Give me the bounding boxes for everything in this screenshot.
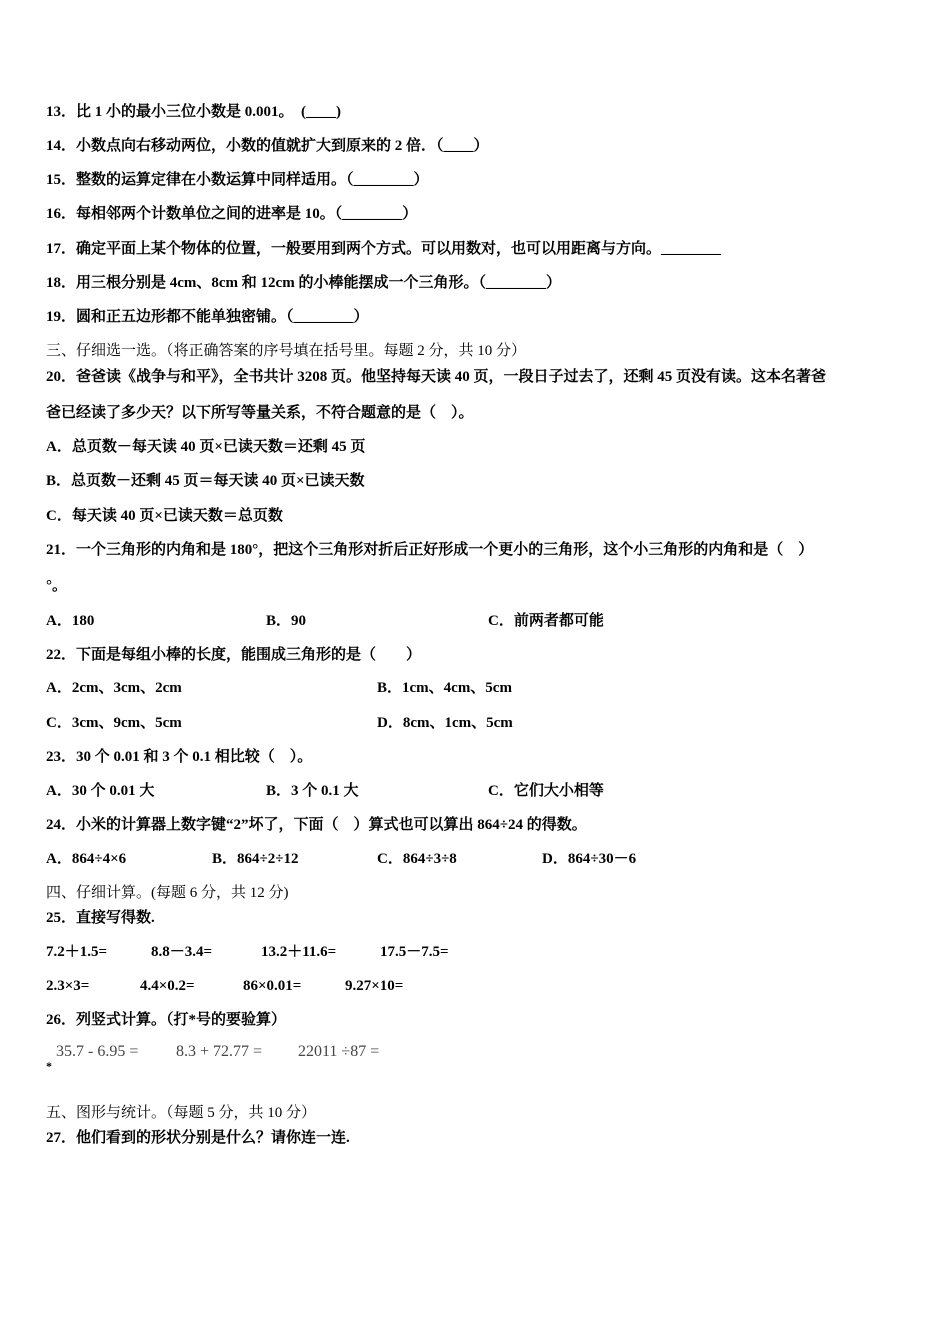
- question-24-option-a: A．864÷4×6: [46, 851, 127, 867]
- question-24-option-d: D．864÷30－6: [542, 851, 637, 867]
- question-16: 16．每相邻两个计数单位之间的进率是 10。（________）: [46, 206, 418, 222]
- question-24-option-c: C．864÷3÷8: [377, 851, 457, 867]
- question-20-option-b: B．总页数－还剩 45 页＝每天读 40 页×已读天数: [46, 473, 365, 489]
- calc-item: 8.8－3.4=: [151, 944, 213, 960]
- question-22-option-d: D．8cm、1cm、5cm: [377, 715, 513, 731]
- question-23-option-a: A．30 个 0.01 大: [46, 783, 155, 799]
- section-4-title: 四、仔细计算。(每题 6 分，共 12 分): [46, 885, 289, 901]
- question-25-line1: 25．直接写得数.: [46, 910, 155, 926]
- calc-item: 9.27×10=: [345, 978, 404, 994]
- question-26-line1: 26．列竖式计算。（打*号的要验算）: [46, 1012, 287, 1028]
- verify-star: *: [46, 1059, 52, 1073]
- question-23-line1: 23．30 个 0.01 和 3 个 0.1 相比较（ ）。: [46, 749, 313, 765]
- question-24-line1: 24．小米的计算器上数字键“2”坏了，下面（ ）算式也可以算出 864÷24 的得数。: [46, 817, 587, 833]
- section-3-title: 三、仔细选一选。（将正确答案的序号填在括号里。每题 2 分，共 10 分）: [46, 343, 527, 359]
- question-22-option-a: A．2cm、3cm、2cm: [46, 680, 182, 696]
- question-23-option-b: B．3 个 0.1 大: [266, 783, 359, 799]
- calc-item: 7.2＋1.5=: [46, 944, 108, 960]
- question-17: 17．确定平面上某个物体的位置，一般要用到两个方式。可以用数对，也可以用距离与方向。________: [46, 241, 722, 257]
- question-21-line1: 21．一个三角形的内角和是 180°，把这个三角形对折后正好形成一个更小的三角形，这个小三角形的内角和是（ ）: [46, 542, 814, 558]
- question-20-line1: 20．爸爸读《战争与和平》，全书共计 3208 页。他坚持每天读 40 页，一段日子过去了，还剩 45 页没有读。这本名著爸: [46, 369, 827, 385]
- question-20-option-a: A．总页数－每天读 40 页×已读天数＝还剩 45 页: [46, 439, 366, 455]
- question-14: 14．小数点向右移动两位，小数的值就扩大到原来的 2 倍．（____）: [46, 138, 489, 154]
- question-21-option-c: C．前两者都可能: [488, 613, 604, 629]
- question-22-option-b: B．1cm、4cm、5cm: [377, 680, 512, 696]
- vertical-calc-item: 35.7 - 6.95 =: [56, 1043, 139, 1060]
- calc-item: 2.3×3=: [46, 978, 90, 994]
- question-15: 15．整数的运算定律在小数运算中同样适用。（________）: [46, 172, 429, 188]
- question-20-option-c: C．每天读 40 页×已读天数＝总页数: [46, 508, 283, 524]
- question-27: 27．他们看到的形状分别是什么？请你连一连.: [46, 1130, 350, 1146]
- question-24-option-b: B．864÷2÷12: [212, 851, 299, 867]
- question-23-option-c: C．它们大小相等: [488, 783, 604, 799]
- question-21-option-b: B．90: [266, 613, 307, 629]
- question-22-option-c: C．3cm、9cm、5cm: [46, 715, 182, 731]
- vertical-calc-item: 22011 ÷87 =: [298, 1043, 380, 1060]
- question-19: 19．圆和正五边形都不能单独密铺。（________）: [46, 309, 369, 325]
- question-18: 18．用三根分别是 4cm、8cm 和 12cm 的小棒能摆成一个三角形。（________）: [46, 275, 561, 291]
- question-21-option-a: A．180: [46, 613, 95, 629]
- vertical-calc-item: 8.3 + 72.77 =: [176, 1043, 263, 1060]
- question-22-line1: 22．下面是每组小棒的长度，能围成三角形的是（ ）: [46, 647, 422, 663]
- calc-item: 86×0.01=: [243, 978, 302, 994]
- calc-item: 13.2＋11.6=: [261, 944, 337, 960]
- question-21-line2: °。: [46, 578, 67, 594]
- question-20-line2: 爸已经读了多少天？以下所写等量关系，不符合题意的是（ ）。: [46, 405, 474, 421]
- calc-item: 17.5－7.5=: [380, 944, 449, 960]
- calc-item: 4.4×0.2=: [140, 978, 195, 994]
- question-13: 13．比 1 小的最小三位小数是 0.001。 (____): [46, 104, 341, 120]
- section-5-title: 五、图形与统计。（每题 5 分，共 10 分）: [46, 1105, 317, 1121]
